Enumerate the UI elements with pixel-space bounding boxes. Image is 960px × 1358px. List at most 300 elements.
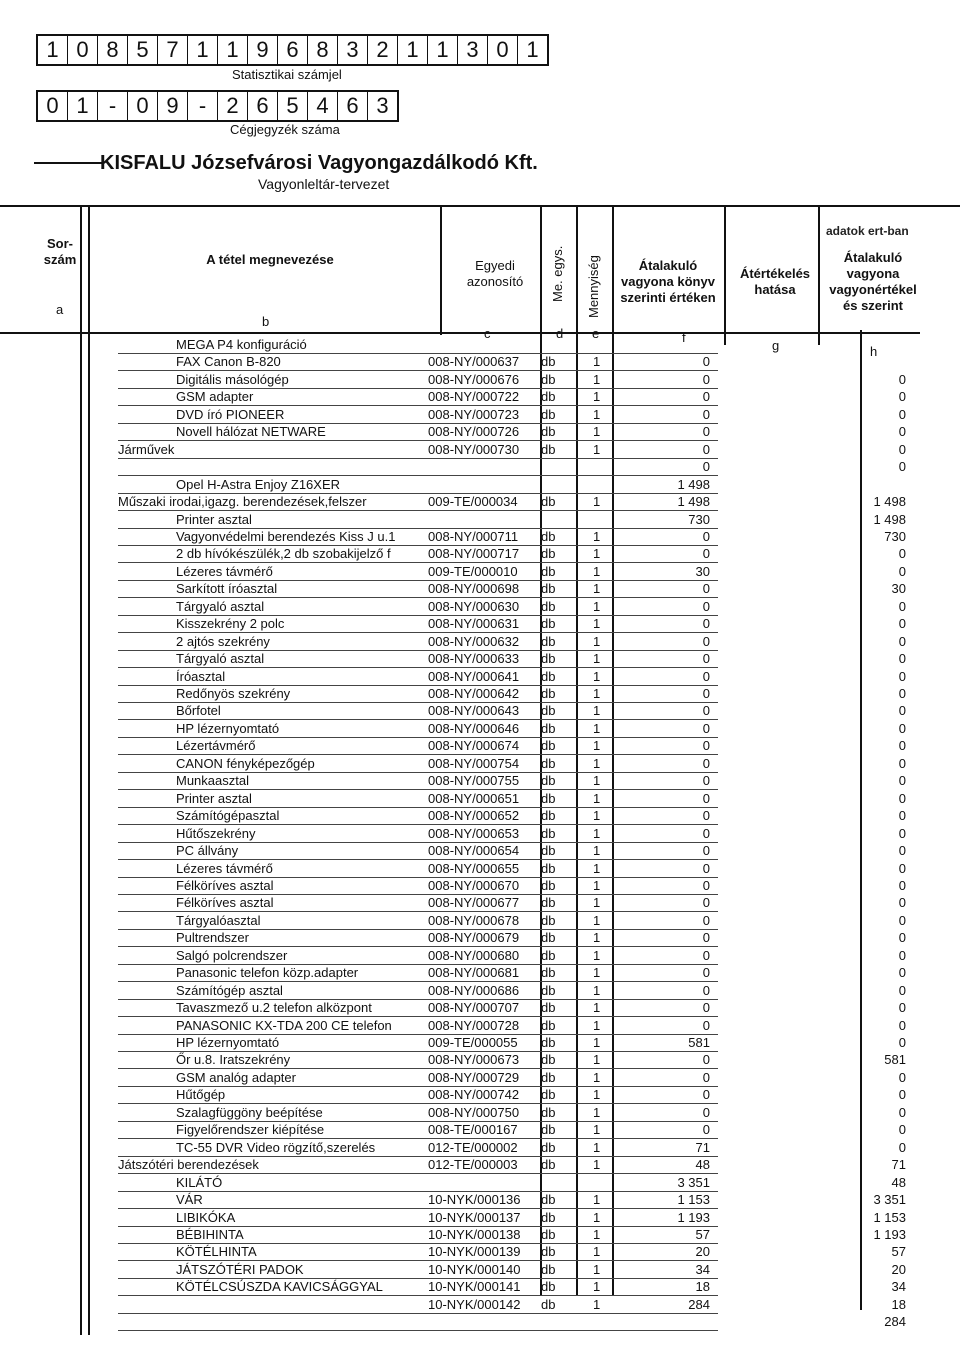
registration-number-digit-box: 4	[308, 92, 338, 120]
transform-value-cell: 0	[898, 616, 906, 632]
item-id-cell: 012-TE/000003	[428, 1157, 518, 1173]
table-row	[0, 1296, 960, 1314]
unit-cell: db	[541, 1069, 556, 1085]
quantity-cell: 1	[593, 1035, 601, 1050]
book-value-cell: 0	[702, 389, 710, 405]
unit-cell: db	[541, 581, 556, 597]
registration-number-digit-box: -	[98, 92, 128, 120]
item-id-cell: 10-NYK/000140	[428, 1261, 521, 1277]
item-id-cell: 008-NY/000652	[428, 808, 520, 824]
item-name-cell: Számítógép asztal	[176, 982, 283, 998]
book-value-cell: 0	[702, 581, 710, 597]
book-value-cell: 0	[702, 1000, 710, 1016]
unit-cell: db	[541, 738, 556, 754]
table-row	[0, 1261, 960, 1279]
statistical-number-digit-box: 1	[428, 36, 458, 64]
transform-value-cell: 0	[898, 424, 906, 440]
transform-value-cell: 30	[891, 581, 906, 597]
item-name-cell: Tárgyalóasztal	[176, 912, 261, 928]
item-id-cell: 10-NYK/000142	[428, 1296, 521, 1312]
transform-value-cell: 0	[898, 825, 906, 841]
unit-cell: db	[541, 930, 556, 946]
unit-cell: db	[541, 598, 556, 614]
registration-number-digit-box: 0	[38, 92, 68, 120]
transform-value-cell: 18	[891, 1296, 906, 1312]
book-value-cell: 0	[702, 686, 710, 701]
unit-cell: db	[541, 720, 556, 736]
quantity-cell: 1	[593, 773, 601, 789]
table-row	[0, 1156, 960, 1174]
book-value-cell: 0	[702, 598, 710, 614]
company-name: KISFALU Józsefvárosi Vagyongazdálkodó Kft.	[100, 152, 538, 174]
item-name-cell: HP lézernyomtató	[176, 720, 280, 736]
item-name-cell: TC-55 DVR Video rögzítő,szerelés	[176, 1139, 376, 1155]
book-value-cell: 0	[702, 616, 710, 632]
item-id-cell: 008-NY/000707	[428, 1000, 520, 1016]
item-id-cell: 008-NY/000754	[428, 755, 520, 771]
item-name-cell: Redőnyös szekrény	[176, 686, 291, 701]
book-value-cell: 0	[702, 703, 710, 719]
registration-number-digit-box: 1	[68, 92, 98, 120]
unit-cell: db	[541, 563, 556, 579]
transform-value-cell: 48	[891, 1174, 906, 1190]
unit-cell: db	[541, 389, 556, 405]
table-row	[0, 929, 960, 947]
quantity-cell: 1	[593, 790, 601, 806]
item-id-cell: 10-NYK/000138	[428, 1226, 521, 1242]
statistical-number-digit-box: 7	[158, 36, 188, 64]
book-value-cell: 48	[695, 1157, 710, 1173]
transform-value-cell: 0	[898, 790, 906, 806]
item-id-cell: 008-NY/000717	[428, 546, 520, 562]
book-value-cell: 0	[702, 877, 710, 893]
item-name-cell: Figyelőrendszer kiépítése	[176, 1122, 325, 1138]
transform-value-cell: 0	[898, 668, 906, 684]
book-value-cell: 0	[702, 947, 710, 963]
item-name-cell: VÁR	[176, 1192, 203, 1208]
item-id-cell: 008-NY/000631	[428, 616, 520, 632]
transform-value-cell: 0	[898, 965, 906, 981]
item-name-cell: Tárgyaló asztal	[176, 651, 265, 667]
table-row	[0, 1209, 960, 1227]
unit-cell: db	[541, 1226, 556, 1242]
unit-cell: db	[541, 877, 556, 893]
table-row	[0, 1226, 960, 1244]
table-row	[0, 633, 960, 651]
book-value-cell: 0	[702, 755, 710, 771]
item-id-cell: 008-NY/000726	[428, 424, 520, 440]
book-value-cell: 0	[702, 825, 710, 841]
item-name-cell: MEGA P4 konfiguráció	[176, 337, 307, 352]
item-name-cell: GSM adapter	[176, 389, 254, 405]
item-id-cell: 008-NY/000698	[428, 581, 520, 597]
row-rule	[118, 1330, 718, 1331]
item-name-cell: Játszótéri berendezések	[118, 1157, 259, 1173]
transform-value-cell: 0	[898, 773, 906, 789]
item-name-cell: 2 db hívókészülék,2 db szobakijelző f	[176, 546, 391, 562]
item-name-cell: Printer asztal	[176, 511, 252, 527]
unit-cell: db	[541, 424, 556, 440]
table-row	[0, 1034, 960, 1052]
transform-value-cell: 0	[898, 1035, 906, 1050]
col-header-sorszam: Sor- szám	[43, 236, 77, 267]
item-name-cell: Pultrendszer	[176, 930, 249, 946]
item-name-cell: DVD író PIONEER	[176, 406, 285, 422]
transform-value-cell: 1 153	[873, 1209, 906, 1225]
item-id-cell: 009-TE/000010	[428, 563, 518, 579]
item-id-cell: 10-NYK/000139	[428, 1244, 521, 1260]
item-id-cell: 008-NY/000677	[428, 895, 520, 911]
col-header-unit: Me. egys.	[550, 245, 565, 302]
item-name-cell: HP lézernyomtató	[176, 1035, 280, 1050]
item-name-cell: Félköríves asztal	[176, 877, 274, 893]
transform-value-cell: 0	[898, 982, 906, 998]
table-row	[0, 511, 960, 529]
unit-cell: db	[541, 668, 556, 684]
table-row	[0, 615, 960, 633]
transform-value-cell: 581	[884, 1052, 906, 1068]
table-row	[0, 894, 960, 912]
quantity-cell: 1	[593, 1192, 601, 1208]
transform-value-cell: 0	[898, 947, 906, 963]
book-value-cell: 0	[702, 441, 710, 457]
item-id-cell: 008-NY/000630	[428, 598, 520, 614]
quantity-cell: 1	[593, 1069, 601, 1085]
statistical-number-digit-box: 2	[368, 36, 398, 64]
quantity-cell: 1	[593, 494, 601, 510]
statistical-number-digit-box: 1	[398, 36, 428, 64]
table-row	[0, 1313, 960, 1331]
table-row	[0, 580, 960, 598]
item-name-cell: Lézeres távmérő	[176, 860, 273, 876]
quantity-cell: 1	[593, 1104, 601, 1120]
item-id-cell: 008-NY/000686	[428, 982, 520, 998]
book-value-cell: 0	[702, 406, 710, 422]
transform-value-cell: 0	[898, 563, 906, 579]
transform-value-cell: 1 193	[873, 1226, 906, 1242]
unit-cell: db	[541, 1122, 556, 1138]
book-value-cell: 71	[695, 1139, 710, 1155]
transform-value-cell: 0	[898, 1069, 906, 1085]
quantity-cell: 1	[593, 877, 601, 893]
quantity-cell: 1	[593, 406, 601, 422]
transform-value-cell: 3 351	[873, 1192, 906, 1208]
quantity-cell: 1	[593, 738, 601, 754]
unit-cell: db	[541, 1087, 556, 1103]
book-value-cell: 0	[702, 982, 710, 998]
transform-value-cell: 0	[898, 441, 906, 457]
quantity-cell: 1	[593, 1017, 601, 1033]
unit-cell: db	[541, 1104, 556, 1120]
item-name-cell: Tárgyaló asztal	[176, 598, 265, 614]
item-id-cell: 10-NYK/000136	[428, 1192, 521, 1208]
item-id-cell: 008-NY/000673	[428, 1052, 520, 1068]
unit-cell: db	[541, 494, 556, 510]
item-id-cell: 10-NYK/000137	[428, 1209, 521, 1225]
item-id-cell: 012-TE/000002	[428, 1139, 518, 1155]
book-value-cell: 1 193	[677, 1209, 710, 1225]
table-row	[0, 563, 960, 581]
item-id-cell: 008-NY/000643	[428, 703, 520, 719]
statistical-number-caption: Statisztikai számjel	[232, 67, 342, 82]
item-name-cell: Hűtőszekrény	[176, 825, 256, 841]
transform-value-cell: 0	[898, 389, 906, 405]
unit-cell: db	[541, 947, 556, 963]
book-value-cell: 0	[702, 1087, 710, 1103]
item-id-cell: 008-NY/000651	[428, 790, 520, 806]
quantity-cell: 1	[593, 563, 601, 579]
book-value-cell: 0	[702, 773, 710, 789]
table-row	[0, 842, 960, 860]
table-row	[0, 755, 960, 773]
book-value-cell: 20	[695, 1244, 710, 1260]
statistical-number-digit-box: 1	[188, 36, 218, 64]
book-value-cell: 0	[702, 424, 710, 440]
item-id-cell: 008-NY/000750	[428, 1104, 520, 1120]
item-id-cell: 008-NY/000679	[428, 930, 520, 946]
col-header-transform-value: Átalakuló vagyona vagyonértékel és szerint	[829, 250, 917, 313]
unit-cell: db	[541, 1139, 556, 1155]
transform-value-cell: 0	[898, 598, 906, 614]
col-header-book-value: Átalakuló vagyona könyv szerinti értéken	[620, 258, 716, 305]
quantity-cell: 1	[593, 389, 601, 405]
table-row	[0, 1086, 960, 1104]
unit-cell: db	[541, 1192, 556, 1208]
unit-cell: db	[541, 1244, 556, 1260]
item-name-cell: Bőrfotel	[176, 703, 221, 719]
table-row	[0, 406, 960, 424]
book-value-cell: 34	[695, 1261, 710, 1277]
unit-cell: db	[541, 528, 556, 544]
item-name-cell: Félköríves asztal	[176, 895, 274, 911]
item-id-cell: 008-NY/000678	[428, 912, 520, 928]
item-name-cell: FAX Canon B-820	[176, 354, 281, 370]
quantity-cell: 1	[593, 1139, 601, 1155]
book-value-cell: 1 498	[677, 476, 710, 492]
registration-number-digit-box: 0	[128, 92, 158, 120]
table-row	[0, 598, 960, 616]
table-row	[0, 1139, 960, 1157]
item-name-cell: Kisszekrény 2 polc	[176, 616, 285, 632]
quantity-cell: 1	[593, 1000, 601, 1016]
statistical-number-digit-box: 1	[218, 36, 248, 64]
item-name-cell: CANON fényképezőgép	[176, 755, 315, 771]
table-row	[0, 1017, 960, 1035]
book-value-cell: 18	[695, 1279, 710, 1295]
item-id-cell: 008-NY/000674	[428, 738, 520, 754]
book-value-cell: 730	[688, 511, 710, 527]
table-row	[0, 947, 960, 965]
col-letter-b: b	[262, 314, 270, 329]
registration-number-digit-box: 6	[248, 92, 278, 120]
transform-value-cell: 0	[898, 930, 906, 946]
unit-cell: db	[541, 1035, 556, 1050]
item-id-cell: 008-NY/000676	[428, 371, 520, 387]
quantity-cell: 1	[593, 947, 601, 963]
quantity-cell: 1	[593, 1279, 601, 1295]
transform-value-cell: 0	[898, 1000, 906, 1016]
statistical-number-digit-box: 6	[278, 36, 308, 64]
book-value-cell: 0	[702, 895, 710, 911]
book-value-cell: 0	[702, 1122, 710, 1138]
unit-cell: db	[541, 825, 556, 841]
item-id-cell: 008-NY/000729	[428, 1069, 520, 1085]
table-row	[0, 1278, 960, 1296]
item-name-cell: Lézeres távmérő	[176, 563, 273, 579]
book-value-cell: 57	[695, 1226, 710, 1242]
book-value-cell: 581	[688, 1035, 710, 1050]
unit-cell: db	[541, 703, 556, 719]
item-name-cell: Műszaki irodai,igazg. berendezések,felszer	[118, 494, 367, 510]
transform-value-cell: 0	[898, 895, 906, 911]
transform-value-cell: 57	[891, 1244, 906, 1260]
table-row	[0, 982, 960, 1000]
item-name-cell: Szalagfüggöny beépítése	[176, 1104, 323, 1120]
item-id-cell: 008-NY/000654	[428, 843, 520, 859]
item-id-cell: 008-TE/000167	[428, 1122, 518, 1138]
quantity-cell: 1	[593, 1296, 601, 1312]
quantity-cell: 1	[593, 808, 601, 824]
transform-value-cell: 20	[891, 1261, 906, 1277]
book-value-cell: 0	[702, 808, 710, 824]
book-value-cell: 0	[702, 528, 710, 544]
col-letter-a: a	[56, 302, 64, 317]
quantity-cell: 1	[593, 1122, 601, 1138]
item-id-cell: 008-NY/000637	[428, 354, 520, 370]
quantity-cell: 1	[593, 825, 601, 841]
item-id-cell: 008-NY/000681	[428, 965, 520, 981]
table-row	[0, 458, 960, 476]
quantity-cell: 1	[593, 860, 601, 876]
quantity-cell: 1	[593, 651, 601, 667]
table-row	[0, 999, 960, 1017]
item-id-cell: 008-NY/000722	[428, 389, 520, 405]
item-id-cell: 008-NY/000633	[428, 651, 520, 667]
unit-cell: db	[541, 406, 556, 422]
item-name-cell: Íróasztal	[176, 668, 226, 684]
col-header-revaluation: Átértékelés hatása	[739, 266, 811, 297]
quantity-cell: 1	[593, 616, 601, 632]
transform-value-cell: 0	[898, 546, 906, 562]
table-row	[0, 964, 960, 982]
unit-cell: db	[541, 371, 556, 387]
item-name-cell: KILÁTÓ	[176, 1174, 223, 1190]
statistical-number-digit-box: 8	[308, 36, 338, 64]
table-row	[0, 790, 960, 808]
table-row	[0, 388, 960, 406]
table-row	[0, 545, 960, 563]
item-id-cell: 008-NY/000646	[428, 720, 520, 736]
registration-number-digit-box: 9	[158, 92, 188, 120]
quantity-cell: 1	[593, 755, 601, 771]
quantity-cell: 1	[593, 1244, 601, 1260]
transform-value-cell: 0	[898, 1087, 906, 1103]
statistical-number-digit-box: 3	[338, 36, 368, 64]
table-row	[0, 528, 960, 546]
book-value-cell: 0	[702, 912, 710, 928]
item-name-cell: Salgó polcrendszer	[176, 947, 288, 963]
unit-cell: db	[541, 982, 556, 998]
transform-value-cell: 0	[898, 1017, 906, 1033]
unit-cell: db	[541, 895, 556, 911]
item-id-cell: 008-NY/000723	[428, 406, 520, 422]
book-value-cell: 1 153	[677, 1192, 710, 1208]
transform-value-cell: 0	[898, 459, 906, 475]
cropped-header-text: adatok ert-ban	[826, 224, 909, 238]
unit-cell: db	[541, 616, 556, 632]
unit-cell: db	[541, 843, 556, 859]
unit-cell: db	[541, 1209, 556, 1225]
item-name-cell: Printer asztal	[176, 790, 252, 806]
transform-value-cell: 284	[884, 1314, 906, 1330]
statistical-number-digit-box: 3	[458, 36, 488, 64]
table-row	[0, 1243, 960, 1261]
item-name-cell: Vagyonvédelmi berendezés Kiss J u.1	[176, 528, 396, 544]
unit-cell: db	[541, 773, 556, 789]
quantity-cell: 1	[593, 633, 601, 649]
item-name-cell: Lézertávmérő	[176, 738, 256, 754]
unit-cell: db	[541, 1261, 556, 1277]
transform-value-cell: 0	[898, 877, 906, 893]
item-name-cell: BÉBIHINTA	[176, 1226, 244, 1242]
table-row	[0, 825, 960, 843]
transform-value-cell: 0	[898, 703, 906, 719]
transform-value-cell: 1 498	[873, 511, 906, 527]
unit-cell: db	[541, 808, 556, 824]
unit-cell: db	[541, 441, 556, 457]
book-value-cell: 0	[702, 860, 710, 876]
quantity-cell: 1	[593, 528, 601, 544]
item-name-cell: 2 ajtós szekrény	[176, 633, 270, 649]
item-id-cell: 008-NY/000632	[428, 633, 520, 649]
item-id-cell: 008-NY/000711	[428, 528, 519, 544]
quantity-cell: 1	[593, 930, 601, 946]
item-id-cell: 009-TE/000034	[428, 494, 518, 510]
book-value-cell: 0	[702, 843, 710, 859]
quantity-cell: 1	[593, 686, 601, 701]
transform-value-cell: 0	[898, 1139, 906, 1155]
unit-cell: db	[541, 651, 556, 667]
item-name-cell: Digitális másológép	[176, 371, 289, 387]
unit-cell: db	[541, 1157, 556, 1173]
table-row	[0, 877, 960, 895]
registration-number-caption: Cégjegyzék száma	[230, 122, 340, 137]
transform-value-cell: 71	[891, 1157, 906, 1173]
book-value-cell: 0	[702, 668, 710, 684]
statistical-number-digit-box: 5	[128, 36, 158, 64]
transform-value-cell: 1 498	[873, 494, 906, 510]
table-row	[0, 371, 960, 389]
transform-value-cell: 0	[898, 371, 906, 387]
col-header-id: Egyedi azonosító	[466, 258, 524, 289]
item-name-cell: Őr u.8. Iratszekrény	[176, 1052, 291, 1068]
book-value-cell: 1 498	[677, 494, 710, 510]
book-value-cell: 0	[702, 459, 710, 475]
book-value-cell: 0	[702, 965, 710, 981]
item-name-cell: Sarkított íróasztal	[176, 581, 278, 597]
transform-value-cell: 0	[898, 406, 906, 422]
transform-value-cell: 730	[884, 528, 906, 544]
item-name-cell: Hűtőgép	[176, 1087, 226, 1103]
book-value-cell: 30	[695, 563, 710, 579]
quantity-cell: 1	[593, 843, 601, 859]
quantity-cell: 1	[593, 668, 601, 684]
col-letter-f: f	[682, 330, 686, 345]
quantity-cell: 1	[593, 354, 601, 370]
item-name-cell: PANASONIC KX-TDA 200 CE telefon	[176, 1017, 392, 1033]
quantity-cell: 1	[593, 441, 601, 457]
unit-cell: db	[541, 1279, 556, 1295]
